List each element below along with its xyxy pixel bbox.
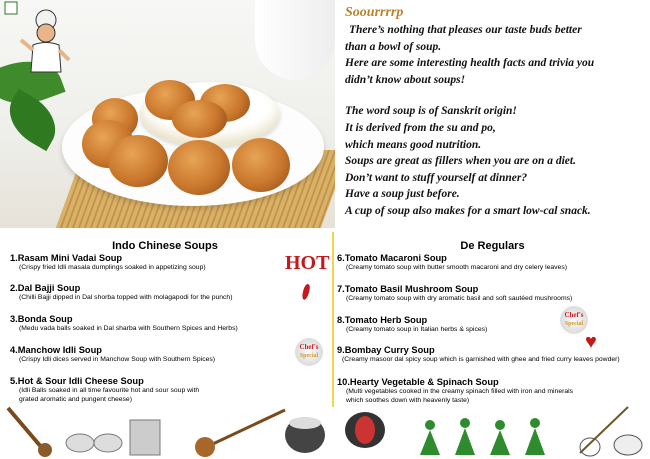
section-heading: De Regulars (460, 240, 525, 252)
item-desc: (Creamy tomato soup with butter smooth macaroni and dry celery leaves) (346, 264, 567, 271)
hot-badge: HOT (285, 252, 330, 274)
trivia-line: Soups are great as fillers when you are on a diet. (345, 155, 576, 168)
indo-chinese-section (0, 240, 330, 252)
drum-icon (345, 412, 385, 448)
item-name: 9.Bombay Curry Soup (337, 345, 435, 355)
menu-item (10, 314, 238, 334)
cup-image (255, 0, 335, 80)
chef-mascot-logo (3, 0, 73, 80)
item-name: 3.Bonda Soup (10, 314, 73, 324)
item-desc: grated aromatic and pungent cheese) (19, 395, 132, 403)
cultural-illustrations (0, 405, 650, 459)
trivia-line: The word soup is of Sanskrit origin! (345, 105, 517, 118)
trivia-line: which means good nutrition. (345, 138, 482, 151)
heart-icon: ♥ (585, 331, 597, 353)
intro-line: Here are some interesting health facts and trivia you (345, 57, 595, 70)
vada (232, 138, 290, 192)
vada (172, 100, 227, 138)
item-name: 8.Tomato Herb Soup (337, 315, 428, 325)
column-divider (332, 232, 334, 407)
tanpura-icon (580, 407, 642, 456)
item-desc: (Creamy masoor dal spicy soup which is garnished with ghee and fried curry leaves powder) (342, 356, 620, 363)
item-name: 2.Dal Bajji Soup (10, 283, 81, 293)
vada (168, 140, 230, 195)
menu-item (10, 376, 199, 404)
item-desc: (Idli Balls soaked in all time favourite hot and sour soup with (19, 387, 200, 394)
sitar-icon (195, 410, 285, 457)
elephants-icon (66, 420, 160, 455)
item-name: 4.Manchow Idli Soup (10, 345, 102, 355)
item-desc: (Creamy tomato soup in Italian herbs & spices) (346, 326, 488, 333)
tabla-icon (285, 417, 325, 453)
section-heading: Indo Chinese Soups (112, 240, 218, 252)
item-desc: (Crispy Idli dices served in Manchow Soup with Southern Spices) (19, 356, 216, 363)
item-name: 6.Tomato Macaroni Soup (337, 253, 447, 263)
intro-line: There’s nothing that pleases our taste buds better (349, 24, 582, 36)
item-desc: (Crispy fried Idli masala dumplings soaked in appetizing soup) (19, 264, 206, 271)
chili-icon (301, 283, 311, 300)
item-name: 5.Hot & Sour Idli Cheese Soup (10, 376, 144, 386)
menu-item (337, 377, 573, 405)
intro-line: than a bowl of soup. (345, 40, 442, 53)
chefs-special-badge (560, 306, 588, 334)
item-name: 1.Rasam Mini Vadai Soup (10, 253, 123, 263)
item-desc: (Multi vegetables cooked in the creamy spinach filled with iron and minerals (346, 388, 574, 395)
item-name: 7.Tomato Basil Mushroom Soup (337, 284, 479, 294)
badge-text: Special (564, 321, 584, 327)
item-desc: (Medu vada balls soaked in Dal sharba with Southern Spices and Herbs) (19, 325, 238, 332)
item-desc: which soothes down with heavenly taste) (346, 396, 470, 404)
trivia-line: Have a soup just before. (345, 188, 460, 201)
item-desc: (Chilli Bajji dipped in Dal shorba topped with molagapodi for the punch) (19, 294, 233, 301)
de-regulars-section (335, 240, 650, 252)
menu-item (10, 283, 232, 303)
item-desc: (Creamy tomato soup with dry aromatic basil and soft sautéed mushrooms) (346, 295, 573, 302)
intro-text (345, 4, 650, 220)
badge-text: Chef's (299, 343, 319, 351)
soup-vada-photo (0, 0, 335, 228)
menu-item (337, 284, 572, 304)
trivia-line: Don’t want to stuff yourself at dinner? (345, 171, 528, 184)
chefs-special-badge (295, 338, 323, 366)
item-name: 10.Hearty Vegetable & Spinach Soup (337, 377, 499, 387)
menu-item (10, 345, 215, 365)
veena-icon (8, 408, 52, 457)
trivia-line: A cup of soup also makes for a smart low-cal snack. (345, 204, 591, 217)
intro-title: Soourrrrp (345, 5, 404, 20)
menu-item (337, 315, 487, 335)
badge-text: Special (299, 353, 319, 359)
intro-line: didn’t know about soups! (345, 73, 466, 86)
vada (108, 135, 168, 187)
dancers-icon (420, 418, 545, 455)
badge-text: Chef's (564, 311, 584, 319)
menu-item (10, 253, 206, 273)
menu-item (337, 253, 567, 273)
trivia-line: It is derived from the su and po, (345, 121, 496, 134)
